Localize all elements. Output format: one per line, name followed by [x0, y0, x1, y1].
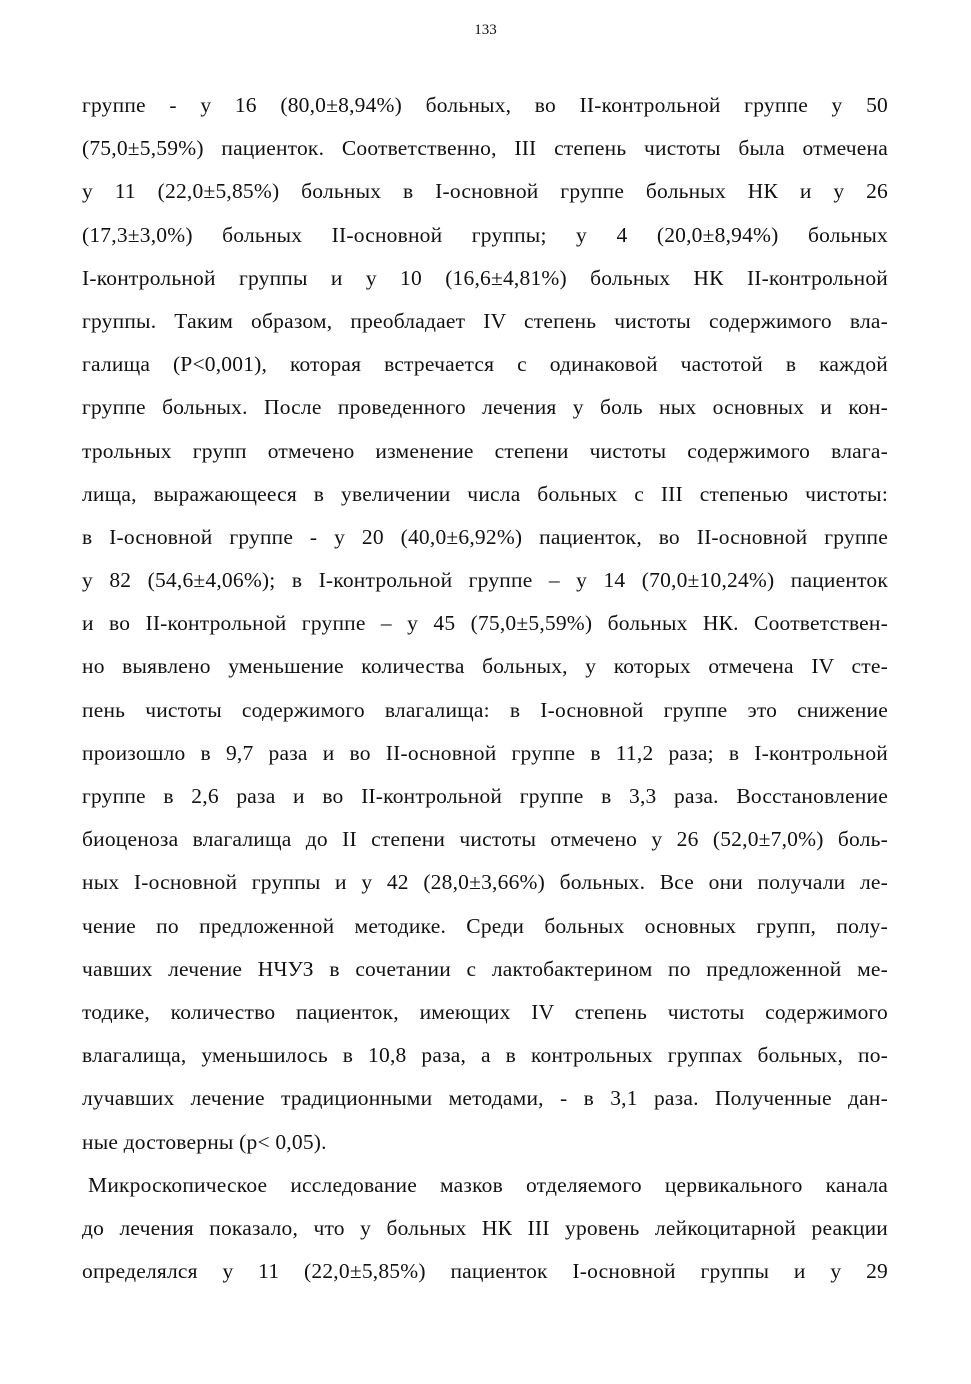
text-line: группе в 2,6 раза и во II-контрольной группе в 3,3 раза. Восстановление	[82, 784, 888, 808]
text-line: у 82 (54,6±4,06%); в I-контрольной группе – у 14 (70,0±10,24%) пациенток	[82, 568, 888, 593]
text-line: галища (Р<0,001), которая встречается с одинаковой частотой в каждой	[82, 352, 888, 377]
text-line: группе больных. После проведенного лечения у боль ных основных и кон-	[82, 395, 888, 420]
text-line: произошло в 9,7 раза и во II-основной группе в 11,2 раза; в I-контрольной	[82, 740, 888, 765]
text-line: тодике, количество пациенток, имеющих IV степень чистоты содержимого	[82, 999, 888, 1024]
text-line: I-контрольной группы и у 10 (16,6±4,81%) больных НК II-контрольной	[82, 265, 888, 290]
text-line: лучавших лечение традиционными методами, - в 3,1 раза. Полученные дан-	[82, 1086, 888, 1111]
text-line: и во II-контрольной группе – у 45 (75,0±5,59%) больных НК. Соответствен-	[82, 611, 888, 636]
text-line: группы. Таким образом, преобладает IV степень чистоты содержимого вла-	[82, 308, 888, 333]
text-line: но выявлено уменьшение количества больных, у которых отмечена IV сте-	[82, 654, 888, 679]
page-number: 133	[474, 22, 497, 38]
text-line: (75,0±5,59%) пациенток. Соответственно, III степень чистоты была отмечена	[82, 136, 888, 161]
text-line: определялся у 11 (22,0±5,85%) пациенток I-основной группы и у 29	[82, 1259, 888, 1284]
text-line: чение по предложенной методике. Среди больных основных групп, полу-	[82, 913, 888, 938]
document-body	[82, 84, 888, 1293]
text-line: Микроскопическое исследование мазков отделяемого цервикального канала	[88, 1172, 888, 1197]
text-line: пень чистоты содержимого влагалища: в I-основной группе это снижение	[82, 697, 888, 722]
text-line: группе - у 16 (80,0±8,94%) больных, во II-контрольной группе у 50	[82, 93, 888, 117]
text-line: чавших лечение НЧУЗ в сочетании с лактобактерином по предложенной ме-	[82, 956, 888, 981]
text-line: ных I-основной группы и у 42 (28,0±3,66%) больных. Все они получали ле-	[82, 870, 888, 895]
text-line: в I-основной группе - у 20 (40,0±6,92%) пациенток, во II-основной группе	[82, 524, 888, 549]
text-line: трольных групп отмечено изменение степени чистоты содержимого влага-	[82, 438, 888, 463]
text-line: лища, выражающееся в увеличении числа больных с III степенью чистоты:	[82, 481, 888, 506]
text-line: ные достоверны (р< 0,05).	[82, 1129, 327, 1154]
text-line: (17,3±3,0%) больных II-основной группы; у 4 (20,0±8,94%) больных	[82, 222, 888, 247]
text-line: биоценоза влагалища до II степени чистоты отмечено у 26 (52,0±7,0%) боль-	[82, 827, 888, 852]
text-line: влагалища, уменьшилось в 10,8 раза, а в контрольных группах больных, по-	[82, 1043, 888, 1068]
text-line: до лечения показало, что у больных НК III уровень лейкоцитарной реакции	[82, 1215, 888, 1240]
text-line: у 11 (22,0±5,85%) больных в I-основной группе больных НК и у 26	[82, 179, 888, 204]
